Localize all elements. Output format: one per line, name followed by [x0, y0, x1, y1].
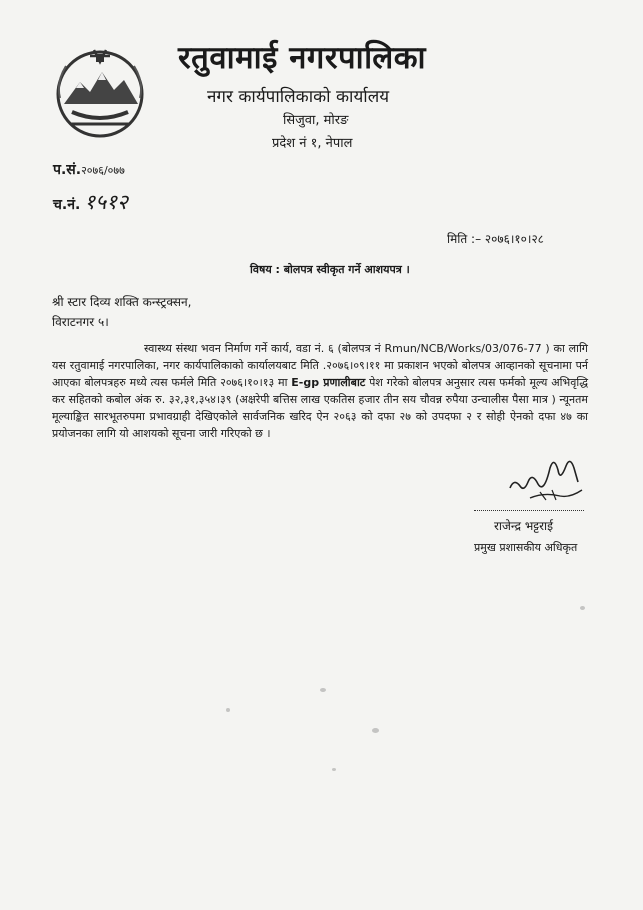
signatory-name: राजेन्द्र भट्टराई: [494, 519, 554, 533]
office-province: प्रदेश नं १, नेपाल: [272, 136, 353, 151]
scan-speck: [332, 768, 336, 771]
letter-date: मिति :– २०७६।१०।२८: [447, 232, 544, 246]
body-text-bold: E-gp प्रणालीबाट: [291, 376, 366, 389]
body-text-part2: पेश गरेको बोलपत्र अनुसार त्यस फर्मको मूल्य अभिवृद्धि कर सहितको कबोल अंक रु. ३२,३१,३५४।३९ (अक्षरेपी बत्तिस लाख एकतिस हजार तीन सय चौवन्न रुपैया उन्चालीस पैसा मात्र ) न्यूनतम मूल्याङ्कित सारभूतरुपमा प्रभावग्राही देखिएकोले सार्वजनिक खरिद ऐन २०६३ को दफा २७ को उपदफा २ र सोही ऐनको दफा ४७ का प्रयोजनका लागि यो आशयको सूचना जारी गरिएको छ ।: [52, 376, 589, 440]
body-text-part1: स्वास्थ्य संस्था भवन निर्माण गर्ने कार्य, वडा नं. ६ (बोलपत्र नं Rmun/NCB/Works/03/076-77 ) का लागि यस रतुवामाई नगरपालिका, नगर कार्यपालिकाको कार्यालयबाट मिति .२०७६।०९।११ मा प्रकाशन भएको बोलपत्र आव्हानको सूचनामा पर्न आएका बोलपत्रहरु मध्ये त्यस फर्मले मिति २०७६।१०।१३ मा: [52, 342, 588, 389]
letter-body: [52, 340, 588, 442]
reference-cn: [53, 188, 128, 216]
addressee-name: श्री स्टार दिव्य शक्ति कन्स्ट्रक्सन,: [52, 295, 192, 309]
signatory-title: प्रमुख प्रशासकीय अधिकृत: [474, 541, 578, 554]
handwritten-signature-icon: [500, 448, 590, 508]
signature-line: [474, 510, 584, 511]
office-city: सिजुवा, मोरङ: [283, 113, 349, 128]
office-name: नगर कार्यपालिकाको कार्यालय: [207, 87, 390, 107]
scan-speck: [372, 728, 379, 733]
scan-speck: [226, 708, 230, 712]
scan-speck: [580, 606, 585, 610]
scan-speck: [320, 688, 326, 692]
nepal-government-emblem-icon: [50, 42, 150, 142]
ps-label: प.सं.: [53, 162, 82, 178]
cn-value: १५१२: [84, 190, 128, 214]
reference-ps: [53, 160, 125, 179]
cn-label: च.नं.: [53, 197, 81, 213]
addressee-city: विराटनगर ५।: [52, 315, 109, 329]
organization-name: रतुवामाई नगरपालिका: [178, 40, 427, 76]
letter-subject: विषय : बोलपत्र स्वीकृत गर्ने आशयपत्र ।: [250, 263, 410, 276]
ps-value: २०७६/०७७: [81, 164, 125, 177]
